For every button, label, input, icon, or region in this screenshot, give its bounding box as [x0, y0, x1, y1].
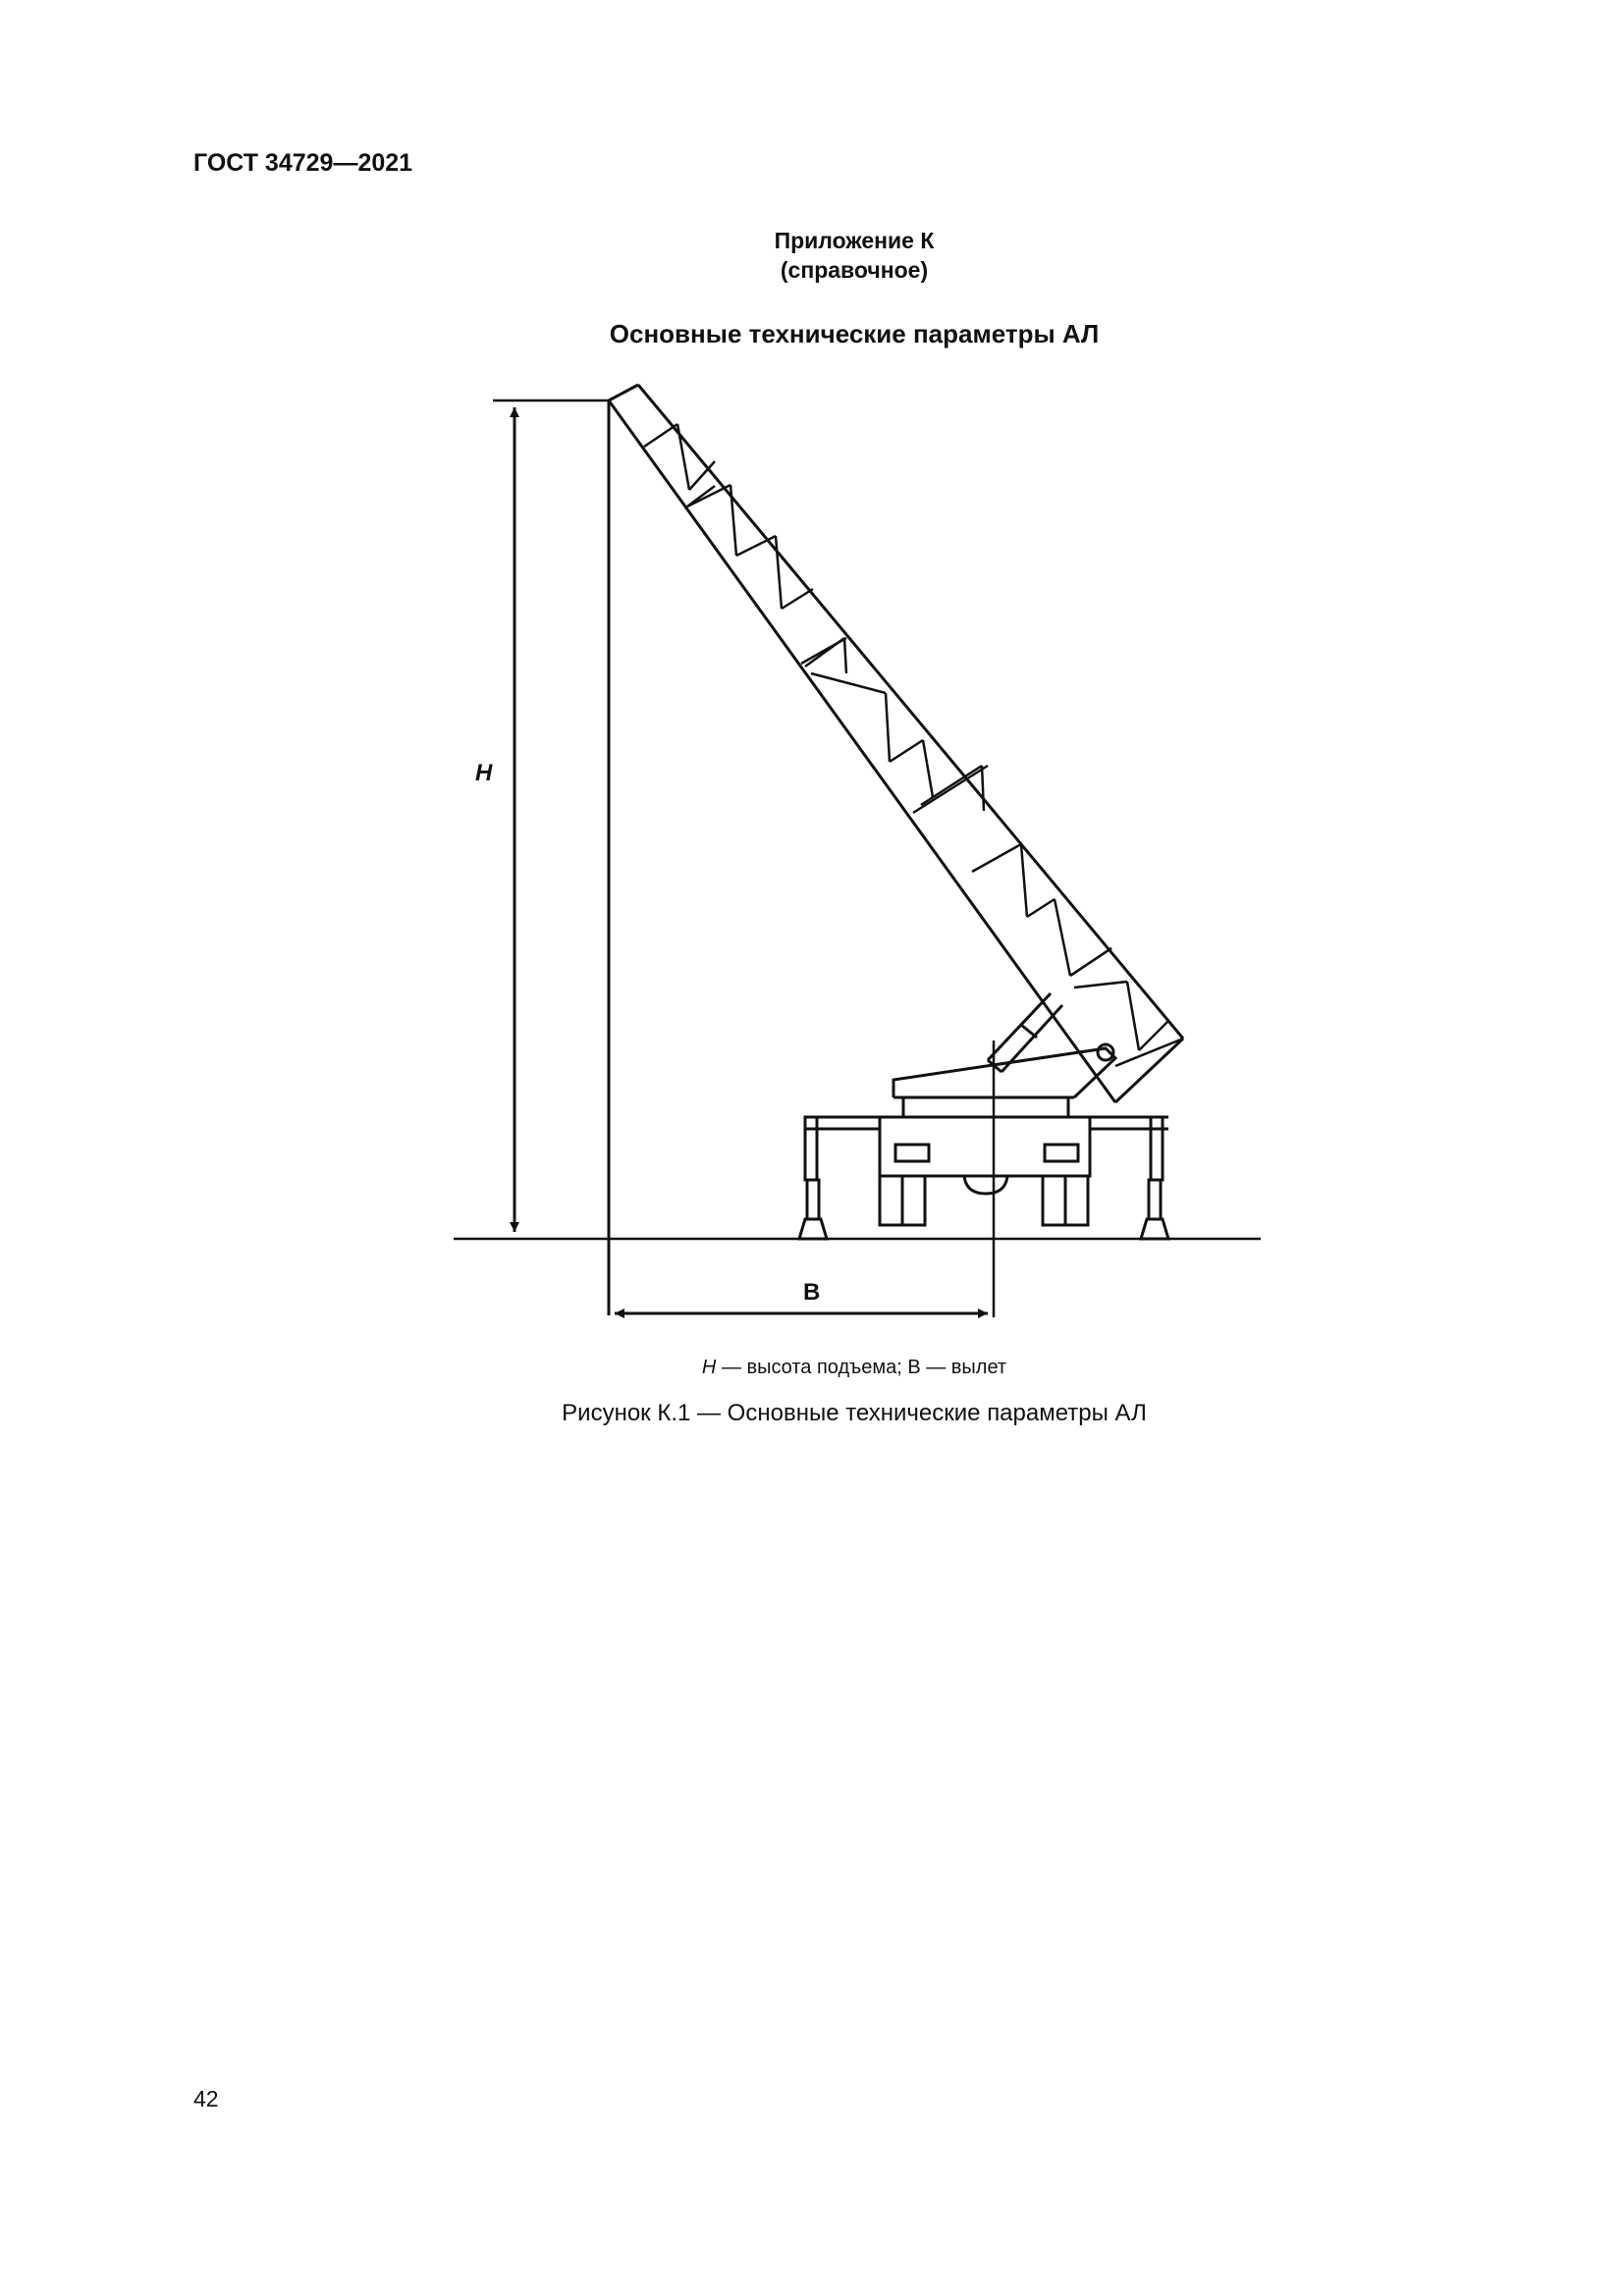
legend-height-symbol: H: [701, 1357, 717, 1378]
annex-status: (справочное): [780, 257, 929, 283]
section-title: Основные технические параметры АЛ: [609, 319, 1100, 348]
legend-reach-text: B — вылет: [907, 1357, 1007, 1378]
chassis: [799, 1117, 1168, 1239]
reach-label: B: [803, 1279, 821, 1306]
lifting-cylinder: [988, 993, 1113, 1072]
page-number: 42: [193, 2086, 219, 2111]
ladder-boom: [609, 385, 1183, 1102]
figure-caption: Рисунок К.1 — Основные технические параметры АЛ: [562, 1400, 1147, 1426]
annex-title: Приложение К: [774, 228, 935, 253]
figure-legend: [0, 1357, 1624, 1379]
height-label: H: [475, 760, 493, 786]
document-code: ГОСТ 34729—2021: [193, 149, 413, 177]
legend-height-text: — высота подъема;: [716, 1357, 908, 1378]
